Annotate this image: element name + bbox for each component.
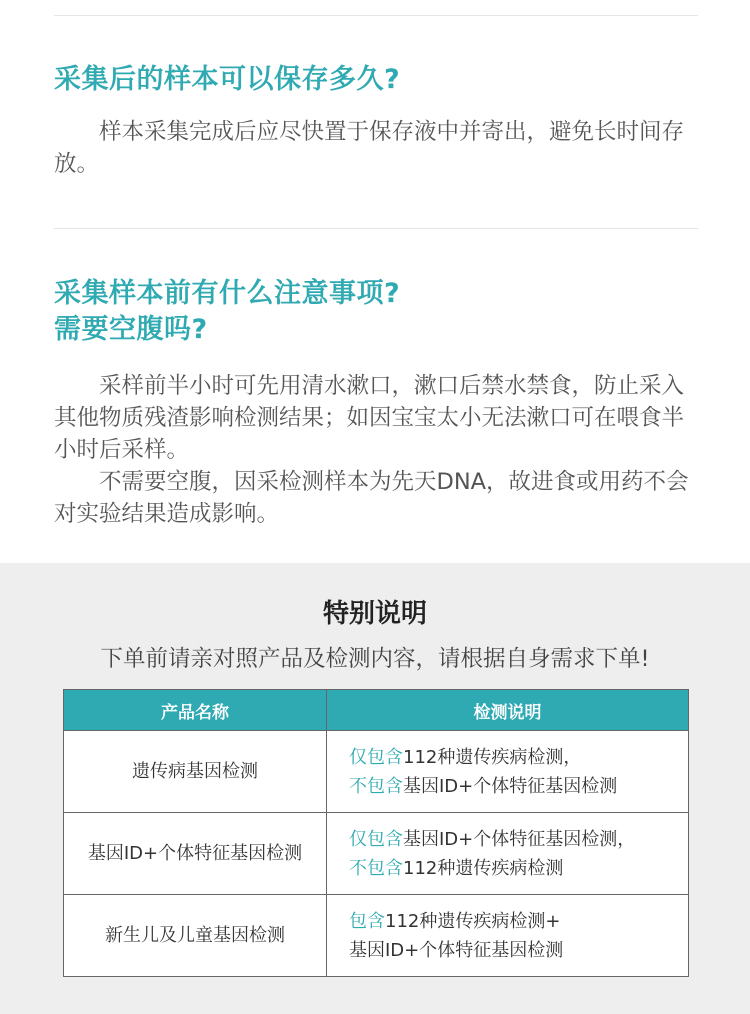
faq-answer-paragraph-2: 不需要空腹，因采检测样本为先天DNA，故进食或用药不会对实验结果造成影响。 [54,469,689,527]
header-test-description: 检测说明 [327,690,689,731]
highlight-label: 仅包含 [349,828,403,850]
faq-question-line2: 需要空腹吗? [54,314,208,345]
faq-question [54,276,698,348]
header-product-name: 产品名称 [64,690,327,731]
highlight-label: 不包含 [349,775,403,797]
faq-answer: 样本采集完成后应尽快置于保存液中并寄出，避免长时间存放。 [54,119,685,177]
faq-question-line1: 采集样本前有什么注意事项? [54,278,401,309]
special-notice-title: 特别说明 [322,599,427,629]
product-name: 遗传病基因检测 [64,731,327,813]
description-text: 112种遗传疾病检测+ [385,910,561,932]
highlight-label: 包含 [349,910,385,932]
table-row [64,731,689,813]
table-row [64,895,689,977]
description-text: 基因ID+个体特征基因检测 [403,775,618,797]
description-text: 基因ID+个体特征基因检测， [403,828,636,850]
highlight-label: 不包含 [349,857,403,879]
description-text: 112种遗传疾病检测 [403,857,564,879]
special-notice-panel [0,563,750,1014]
top-divider [54,15,698,16]
table-row [64,813,689,895]
test-description [327,813,689,895]
product-name: 新生儿及儿童基因检测 [64,895,327,977]
highlight-label: 仅包含 [349,746,403,768]
test-description [327,731,689,813]
table-header-row [64,690,689,731]
product-comparison-table [63,689,689,977]
description-text: 112种遗传疾病检测， [403,746,582,768]
test-description [327,895,689,977]
faq-question: 采集后的样本可以保存多久? [54,64,401,95]
faq-answer-paragraph-1: 采样前半小时可先用清水漱口，漱口后禁水禁食，防止采入其他物质残渣影响检测结果；如因宝宝太小无法漱口可在喂食半小时后采样。 [54,373,685,463]
section-divider [54,228,698,229]
product-name: 基因ID+个体特征基因检测 [64,813,327,895]
description-text: 基因ID+个体特征基因检测 [349,939,564,961]
faq-precautions [54,276,698,530]
faq-storage [54,62,698,180]
special-notice-subtitle: 下单前请亲对照产品及检测内容，请根据自身需求下单! [100,646,650,672]
